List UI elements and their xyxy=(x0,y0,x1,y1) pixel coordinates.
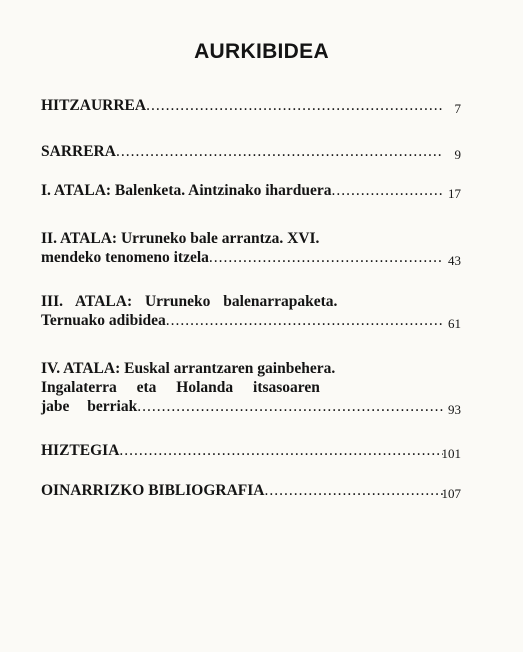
toc-entry-lead xyxy=(41,96,461,115)
toc-entry-title: HIZTEGIA xyxy=(41,442,120,459)
toc-entry-line: II. ATALA: Urruneko bale arrantza. XVI. xyxy=(41,230,320,247)
toc-page-number: 17 xyxy=(448,186,461,201)
page-title: AURKIBIDEA xyxy=(194,40,329,63)
toc-entry-hiztegia xyxy=(41,441,461,460)
toc-entry-atala-1 xyxy=(41,181,461,200)
toc-entry-lead xyxy=(41,311,461,330)
toc-entry-atala-2 xyxy=(41,229,461,267)
toc-entry-lead xyxy=(41,397,461,416)
toc-entry-title: mendeko tenomeno itzela xyxy=(41,249,209,266)
toc-entry-title: I. ATALA: Balenketa. Aintzinako iharduera xyxy=(41,182,332,199)
dot-leader xyxy=(209,248,443,267)
toc-entry-hitzaurrea xyxy=(41,96,461,115)
dot-leader xyxy=(146,96,443,115)
dot-leader xyxy=(119,441,443,460)
toc-page-number: 43 xyxy=(448,253,461,268)
toc-entry-sarrera xyxy=(41,142,461,161)
toc-entry-title: SARRERA xyxy=(41,143,116,160)
toc-page-number: 107 xyxy=(441,486,461,501)
toc-page-number: 93 xyxy=(448,402,461,417)
toc-entry-line: IV. ATALA: Euskal arrantzaren gainbehera. xyxy=(41,360,336,377)
toc-entry-lead xyxy=(41,181,461,200)
toc-entry-atala-3 xyxy=(41,292,461,330)
dot-leader xyxy=(332,181,443,200)
toc-entry-title: OINARRIZKO BIBLIOGRAFIA xyxy=(41,482,265,499)
dot-leader xyxy=(265,481,444,500)
toc-entry-bibliografia xyxy=(41,481,461,500)
toc-page-number: 7 xyxy=(454,101,461,116)
toc-page-number: 61 xyxy=(448,316,461,331)
dot-leader xyxy=(137,397,443,416)
toc-page-number: 9 xyxy=(454,147,461,162)
toc-entry-lead xyxy=(41,142,461,161)
toc-entry-line: III. ATALA: Urruneko balenarrapaketa. xyxy=(41,293,338,310)
toc-entry-title: jabe berriak xyxy=(41,398,138,415)
toc-page-number: 101 xyxy=(441,446,461,461)
toc-entry-title: Ternuako adibidea xyxy=(41,312,166,329)
dot-leader xyxy=(166,311,443,330)
toc-entry-line: Ingalaterra eta Holanda itsasoaren xyxy=(41,379,320,396)
toc-entry-atala-4 xyxy=(41,359,461,416)
dot-leader xyxy=(116,142,443,161)
toc-entry-lead xyxy=(41,441,461,460)
toc-entry-title: HITZAURREA xyxy=(41,97,147,114)
toc-entry-lead xyxy=(41,248,461,267)
toc-entry-lead xyxy=(41,481,461,500)
